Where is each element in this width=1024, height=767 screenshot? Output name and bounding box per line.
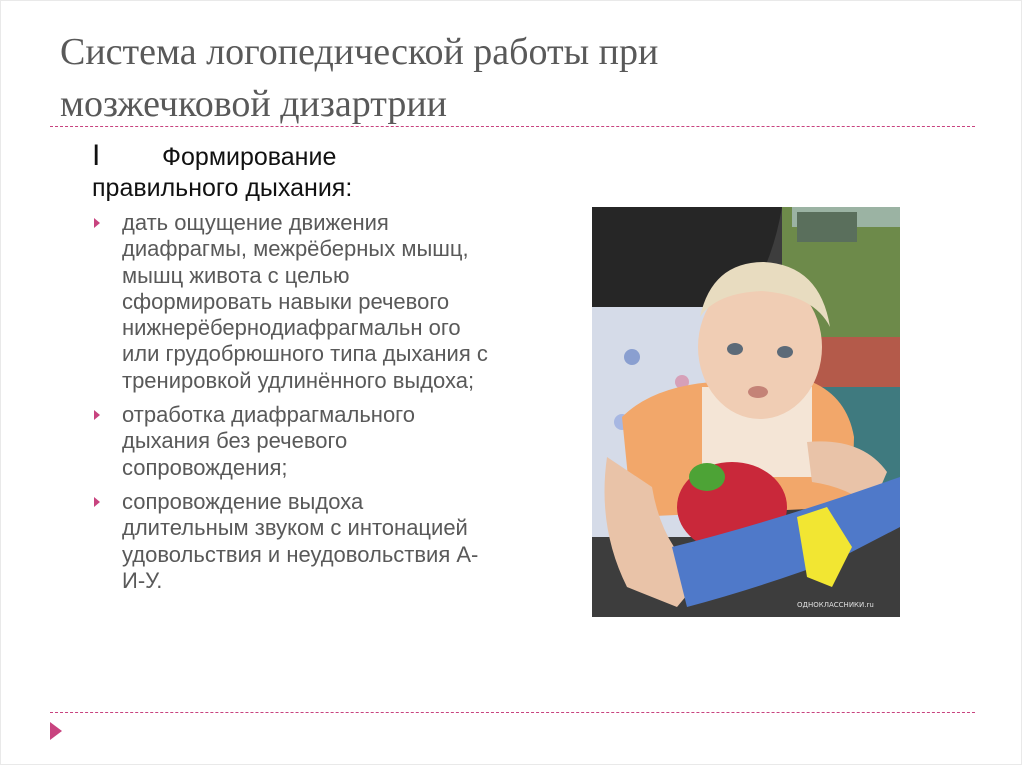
section-title-line-2: правильного дыхания:: [92, 174, 353, 202]
section-title-line-1: Формирование: [162, 143, 337, 171]
slide-title: [60, 26, 960, 130]
list-item: [92, 402, 492, 481]
section-number: I: [92, 139, 101, 172]
child-photo-illustration: [592, 207, 900, 617]
next-arrow-icon: [50, 722, 62, 740]
list-item: [92, 210, 492, 394]
child-photo: [592, 207, 900, 617]
bullet-text: дать ощущение движения диафрагмы, межрёберных мышц, мышц живота с целью сформировать навыки речевого нижнерёбернодиафрагмальн ого или грудобрюшного типа дыхания с тренировкой удлинённого выдоха;: [122, 210, 488, 393]
triangle-bullet-icon: [94, 410, 100, 420]
section-heading: [92, 140, 512, 204]
bullet-text: отработка диафрагмального дыхания без речевого сопровождения;: [122, 402, 415, 480]
triangle-bullet-icon: [94, 497, 100, 507]
photo-watermark: ОДНОКЛАССНИКИ.ru: [797, 601, 874, 609]
bullet-text: сопровождение выдоха длительным звуком с интонацией удовольствия и неудовольствия А-И-У.: [122, 488, 479, 593]
bottom-divider: [50, 712, 975, 713]
top-divider: [50, 126, 975, 127]
title-line-2: мозжечковой дизартрии: [60, 83, 447, 125]
list-item: [92, 489, 492, 594]
title-line-1: Система логопедической работы при: [60, 31, 659, 73]
triangle-bullet-icon: [94, 218, 100, 228]
bullet-list: [92, 210, 492, 602]
